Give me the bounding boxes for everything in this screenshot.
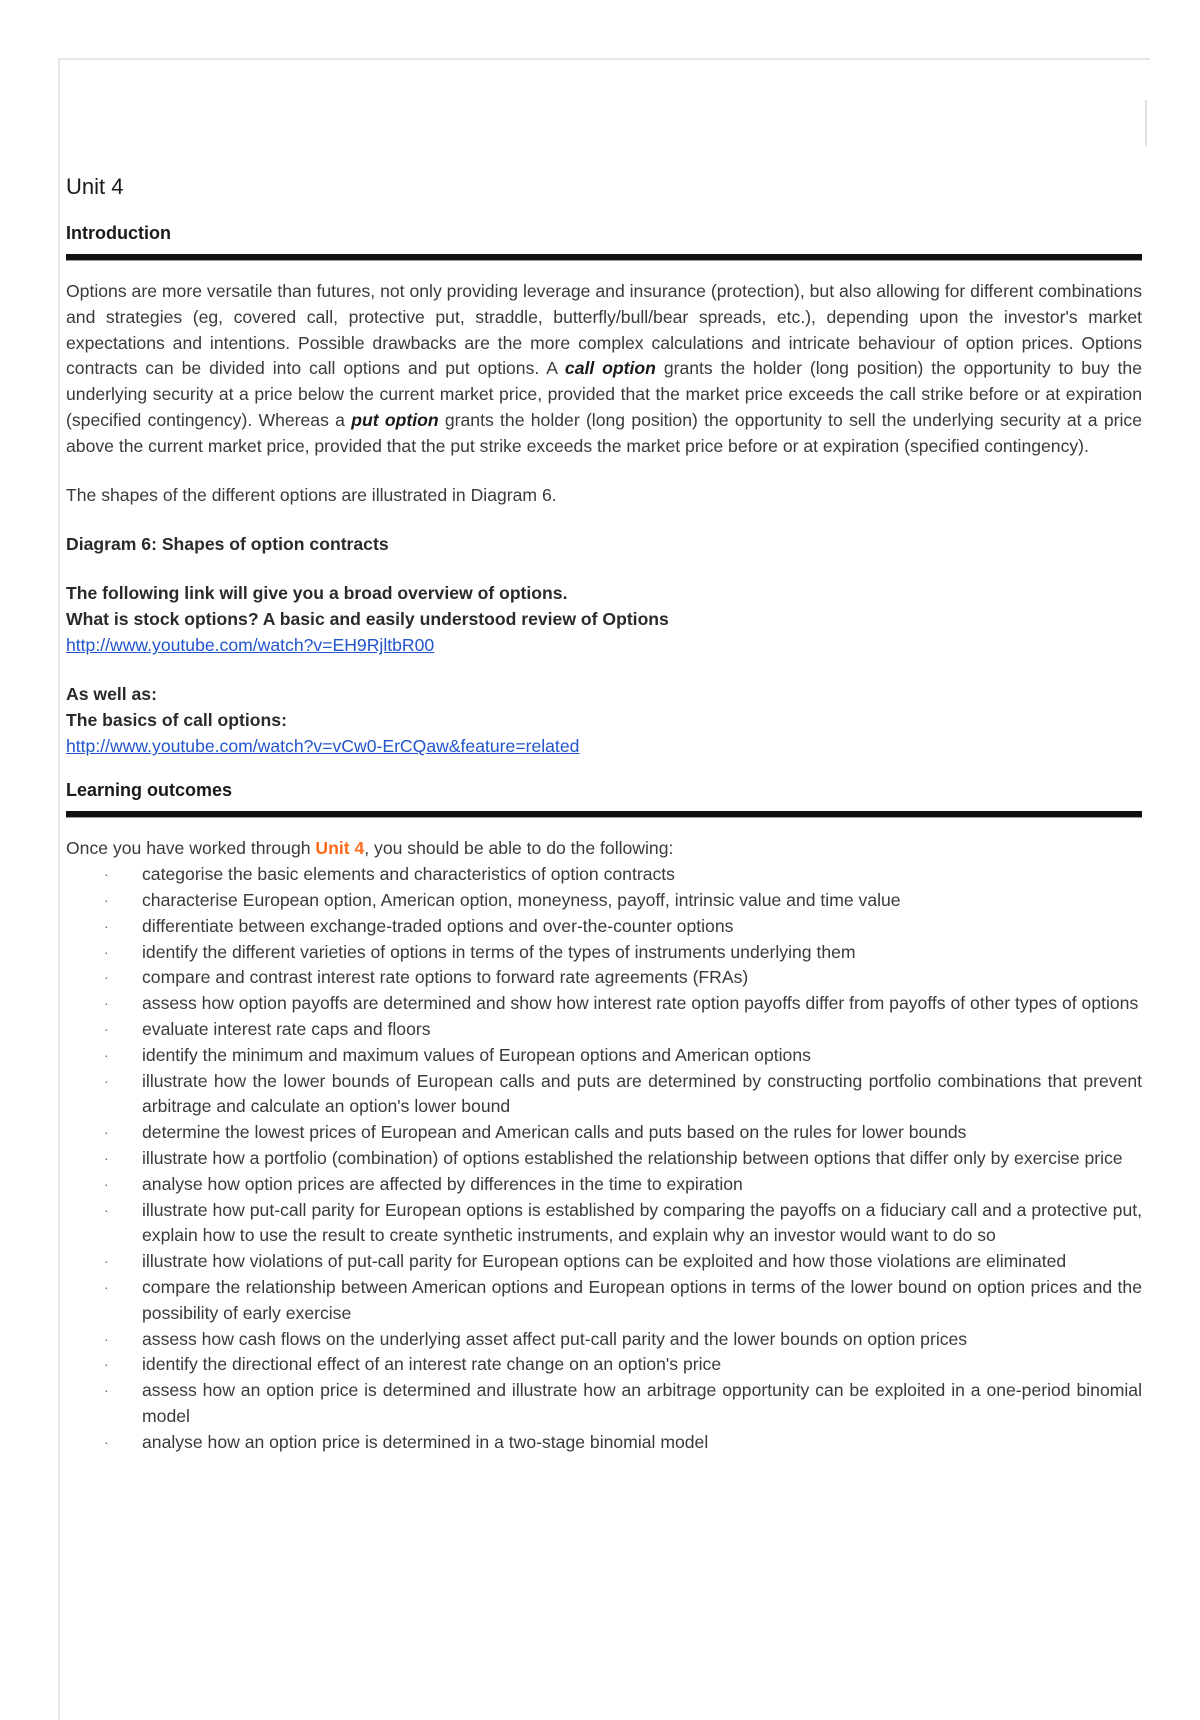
list-item-text: differentiate between exchange-traded options and over-the-counter options: [142, 915, 734, 936]
list-item: [66, 1378, 1142, 1430]
intro-text-3: grants the holder (long position) the opportunity to sell the underlying security at a price above the current market price, provided that the put strike exceeds the market price before or at expiration (specified contingency).: [66, 409, 1142, 456]
bullet-icon: ·: [104, 1124, 109, 1141]
link2-url[interactable]: http://www.youtube.com/watch?v=vCw0-ErCQaw&feature=related: [66, 736, 580, 757]
bullet-icon: ·: [104, 1356, 109, 1373]
bullet-icon: ·: [104, 1046, 109, 1063]
unit-title: Unit 4: [66, 174, 124, 199]
bullet-icon: ·: [104, 1072, 109, 1089]
list-item-text: determine the lowest prices of European and American calls and puts based on the rules for lower bounds: [142, 1122, 967, 1143]
page-edge-mark: [1145, 100, 1147, 146]
list-item-text: assess how an option price is determined and illustrate how an arbitrage opportunity can be exploited in a one-period binomial model: [142, 1380, 1142, 1426]
list-item: [66, 862, 1142, 888]
bullet-icon: ·: [104, 1330, 109, 1347]
list-item-text: evaluate interest rate caps and floors: [142, 1018, 431, 1039]
bullet-icon: ·: [104, 1020, 109, 1037]
learning-outcomes-list: [66, 862, 1142, 1455]
learning-outcomes-divider: [66, 811, 1142, 818]
intro-text-1: Options are more versatile than futures, not only providing leverage and insurance (protection), but also allowing for different combinations and strategies (eg, covered call, protective put, straddle, butterfly/bull/bear spreads, etc.), depending upon the investor's market expectations and intentions. Possible drawbacks are the more complex calculations and intricate behaviour of option prices. Options contracts can be divided into call options and put options. A: [66, 281, 1142, 379]
learning-outcomes-lead: [66, 836, 1142, 862]
bullet-icon: ·: [104, 943, 109, 960]
list-item-text: analyse how option prices are affected by differences in the time to expiration: [142, 1173, 743, 1194]
unit-highlight: Unit 4: [315, 838, 365, 859]
list-item: [66, 1275, 1142, 1327]
introduction-paragraph: [66, 279, 1142, 460]
link-intro-text: The following link will give you a broad overview of options.: [66, 583, 568, 604]
bullet-icon: ·: [104, 1278, 109, 1295]
bullet-icon: ·: [104, 1433, 109, 1450]
list-item: [66, 991, 1142, 1017]
diagram-reference-text: The shapes of the different options are illustrated in Diagram 6.: [66, 484, 557, 505]
list-item: [66, 1043, 1142, 1069]
learning-outcomes-heading: Learning outcomes: [66, 780, 233, 801]
list-item: [66, 1172, 1142, 1198]
bullet-icon: ·: [104, 917, 109, 934]
list-item: [66, 914, 1142, 940]
bullet-icon: ·: [104, 969, 109, 986]
link1-title: What is stock options? A basic and easily understood review of Options: [66, 609, 669, 630]
document-content: [66, 172, 1142, 1456]
diagram-caption: Diagram 6: Shapes of option contracts: [66, 534, 389, 555]
introduction-divider: [66, 254, 1142, 261]
list-item: [66, 1017, 1142, 1043]
bullet-icon: ·: [104, 1149, 109, 1166]
list-item: [66, 1198, 1142, 1250]
link2-title: The basics of call options:: [66, 710, 287, 731]
list-item: [66, 1120, 1142, 1146]
introduction-heading: Introduction: [66, 223, 171, 243]
list-item: [66, 1352, 1142, 1378]
list-item-text: assess how option payoffs are determined and show how interest rate option payoffs differ from payoffs of other types of options: [142, 993, 1139, 1014]
list-item-text: compare and contrast interest rate options to forward rate agreements (FRAs): [142, 967, 749, 988]
link1-url[interactable]: http://www.youtube.com/watch?v=EH9RjltbR00: [66, 635, 435, 656]
list-item: [66, 888, 1142, 914]
bullet-icon: ·: [104, 1382, 109, 1399]
list-item: [66, 1249, 1142, 1275]
lead-text-after: , you should be able to do the following:: [364, 838, 674, 859]
list-item-text: illustrate how the lower bounds of European calls and puts are determined by constructing portfolio combinations that prevent arbitrage and calculate an option's lower bound: [142, 1070, 1142, 1117]
bullet-icon: ·: [104, 891, 109, 908]
intro-text-2: grants the holder (long position) the opportunity to buy the underlying security at a price below the current market price, provided that the market price exceeds the call strike before or at expiration (specified contingency). Whereas a: [66, 358, 1142, 430]
lead-text-before: Once you have worked through: [66, 838, 316, 859]
list-item: [66, 965, 1142, 991]
bullet-icon: ·: [104, 1253, 109, 1270]
list-item-text: identify the different varieties of options in terms of the types of instruments underlying them: [142, 941, 856, 962]
bullet-icon: ·: [104, 995, 109, 1012]
bullet-icon: ·: [104, 1175, 109, 1192]
list-item-text: characterise European option, American option, moneyness, payoff, intrinsic value and time value: [142, 889, 901, 910]
bullet-icon: ·: [104, 1201, 109, 1218]
list-item-text: compare the relationship between American options and European options in terms of the lower bound on option prices and the possibility of early exercise: [142, 1276, 1142, 1323]
list-item-text: illustrate how violations of put-call parity for European options can be exploited and how those violations are eliminated: [142, 1251, 1067, 1272]
list-item-text: categorise the basic elements and characteristics of option contracts: [142, 864, 675, 885]
list-item: [66, 1327, 1142, 1353]
list-item-text: identify the minimum and maximum values of European options and American options: [142, 1044, 811, 1065]
bullet-icon: ·: [104, 866, 109, 883]
put-option-term: put option: [351, 409, 439, 430]
list-item-text: assess how cash flows on the underlying asset affect put-call parity and the lower bounds on option prices: [142, 1328, 968, 1349]
list-item-text: illustrate how put-call parity for European options is established by comparing the payoffs on a fiduciary call and a protective put, explain how to use the result to create synthetic instruments, and explain why an investor would want to do so: [142, 1199, 1142, 1246]
as-well-as-text: As well as:: [66, 684, 157, 705]
list-item: [66, 1430, 1142, 1456]
list-item: [66, 1069, 1142, 1121]
list-item-text: illustrate how a portfolio (combination) of options established the relationship between options that differ only by exercise price: [142, 1147, 1123, 1168]
list-item-text: identify the directional effect of an interest rate change on an option's price: [142, 1354, 722, 1375]
call-option-term: call option: [564, 358, 656, 379]
list-item: [66, 1146, 1142, 1172]
list-item-text: analyse how an option price is determined in a two-stage binomial model: [142, 1431, 709, 1452]
list-item: [66, 940, 1142, 966]
